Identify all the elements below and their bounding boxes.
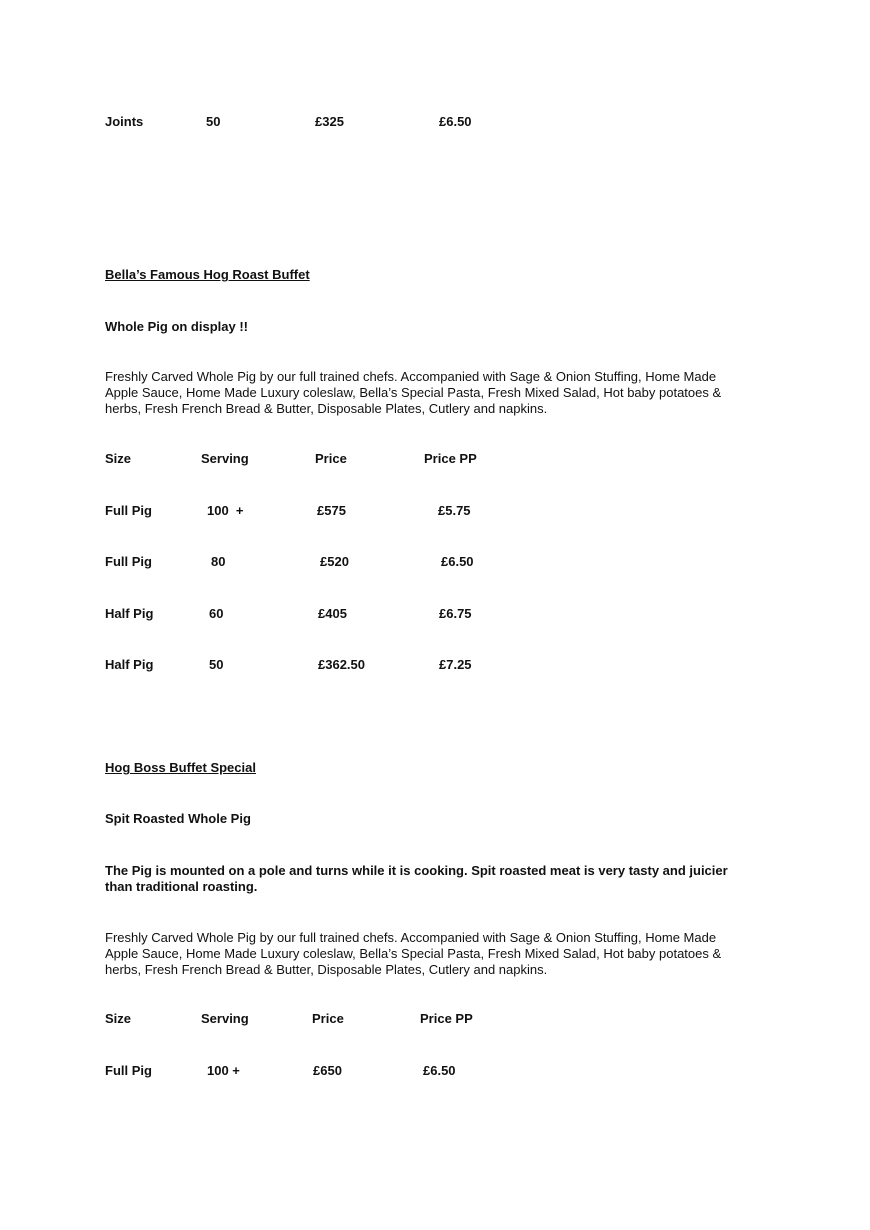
table-row-price-pp: £6.50: [441, 554, 474, 569]
joints-size: Joints: [105, 114, 144, 129]
section2-note: The Pig is mounted on a pole and turns while it is cooking. Spit roasted meat is very tasty and juicier than traditional roasting.: [105, 863, 728, 894]
section2-header-size: Size: [105, 1011, 132, 1026]
table-row-size: Half Pig: [105, 657, 154, 672]
joints-price-pp: £6.50: [439, 114, 472, 129]
table-row-price: £520: [320, 554, 349, 569]
table-row-price: £575: [317, 503, 346, 518]
section2-title: Hog Boss Buffet Special: [105, 760, 256, 775]
table-row-size: Half Pig: [105, 606, 154, 621]
section1-header-price: Price: [315, 451, 347, 466]
table-row-size: Full Pig: [105, 554, 152, 569]
table-row-serving: 80: [211, 554, 226, 569]
joints-serving: 50: [206, 114, 221, 129]
section2-header-serving: Serving: [201, 1011, 249, 1026]
section1-description: Freshly Carved Whole Pig by our full trained chefs. Accompanied with Sage & Onion Stuffing, Home Made Apple Sauce, Home Made Luxury coleslaw, Bella’s Special Pasta, Fresh Mixed Salad, Hot baby potatoes & herbs, Fresh French Bread & Butter, Disposable Plates, Cutlery and napkins.: [105, 369, 722, 416]
table-row-price: £405: [318, 606, 347, 621]
section1-header-price-pp: Price PP: [424, 451, 477, 466]
table-row-price: £650: [313, 1063, 342, 1078]
table-row-price: £362.50: [318, 657, 365, 672]
section2-description: Freshly Carved Whole Pig by our full trained chefs. Accompanied with Sage & Onion Stuffing, Home Made Apple Sauce, Home Made Luxury coleslaw, Bella’s Special Pasta, Fresh Mixed Salad, Hot baby potatoes & herbs, Fresh French Bread & Butter, Disposable Plates, Cutlery and napkins.: [105, 930, 722, 977]
table-row-serving: 60: [209, 606, 224, 621]
section1-title: Bella’s Famous Hog Roast Buffet: [105, 267, 310, 282]
table-row-price-pp: £6.75: [439, 606, 472, 621]
section2-header-price: Price: [312, 1011, 344, 1026]
section2-subtitle: Spit Roasted Whole Pig: [105, 811, 251, 826]
table-row-price-pp: £6.50: [423, 1063, 456, 1078]
table-row-size: Full Pig: [105, 1063, 152, 1078]
table-row-price-pp: £5.75: [438, 503, 471, 518]
section2-header-price-pp: Price PP: [420, 1011, 473, 1026]
table-row-size: Full Pig: [105, 503, 152, 518]
table-row-serving: 100 +: [207, 1063, 240, 1078]
table-row-serving: 50: [209, 657, 224, 672]
section1-header-serving: Serving: [201, 451, 249, 466]
section1-subtitle: Whole Pig on display !!: [105, 319, 248, 334]
section1-header-size: Size: [105, 451, 132, 466]
table-row-price-pp: £7.25: [439, 657, 472, 672]
joints-price: £325: [315, 114, 344, 129]
table-row-serving: 100 +: [207, 503, 244, 518]
